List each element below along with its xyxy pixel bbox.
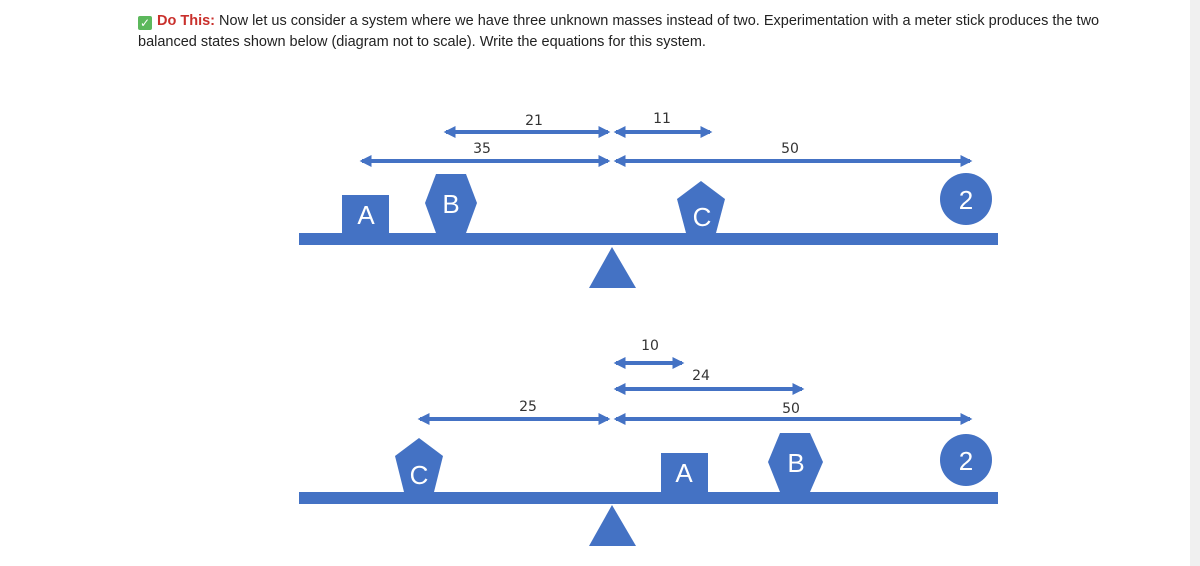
fulcrum [589,247,636,288]
distance-11: 11 [653,111,671,127]
distance-50: 50 [781,141,799,157]
distance-21: 21 [525,113,543,129]
instructions-text: Now let us consider a system where we have three unknown masses instead of two. Experimentation with a meter stick produces the two balanced states shown below (diagram not to scale). Write the equations for this system. [138,13,1100,50]
distance-50: 50 [782,401,800,417]
mass-a-label: A [675,458,693,488]
mass-a-label: A [357,200,375,230]
seesaw-2 [299,338,998,546]
fulcrum [589,505,636,546]
mass-c-label: C [692,202,712,232]
mass-b-label: B [787,448,805,478]
mass-b-label: B [442,189,460,219]
distance-35: 35 [473,141,491,157]
mass-2-label: 2 [958,446,974,476]
check-icon: ✓ [139,16,151,30]
distance-25: 25 [519,399,537,415]
mass-2-label: 2 [958,185,974,215]
beam [299,492,998,504]
distance-24: 24 [692,368,710,384]
distance-10: 10 [641,338,659,354]
beam [299,233,998,245]
mass-c-label: C [409,460,429,490]
do-this-label: Do This: [157,13,215,29]
seesaw-1 [299,111,998,288]
